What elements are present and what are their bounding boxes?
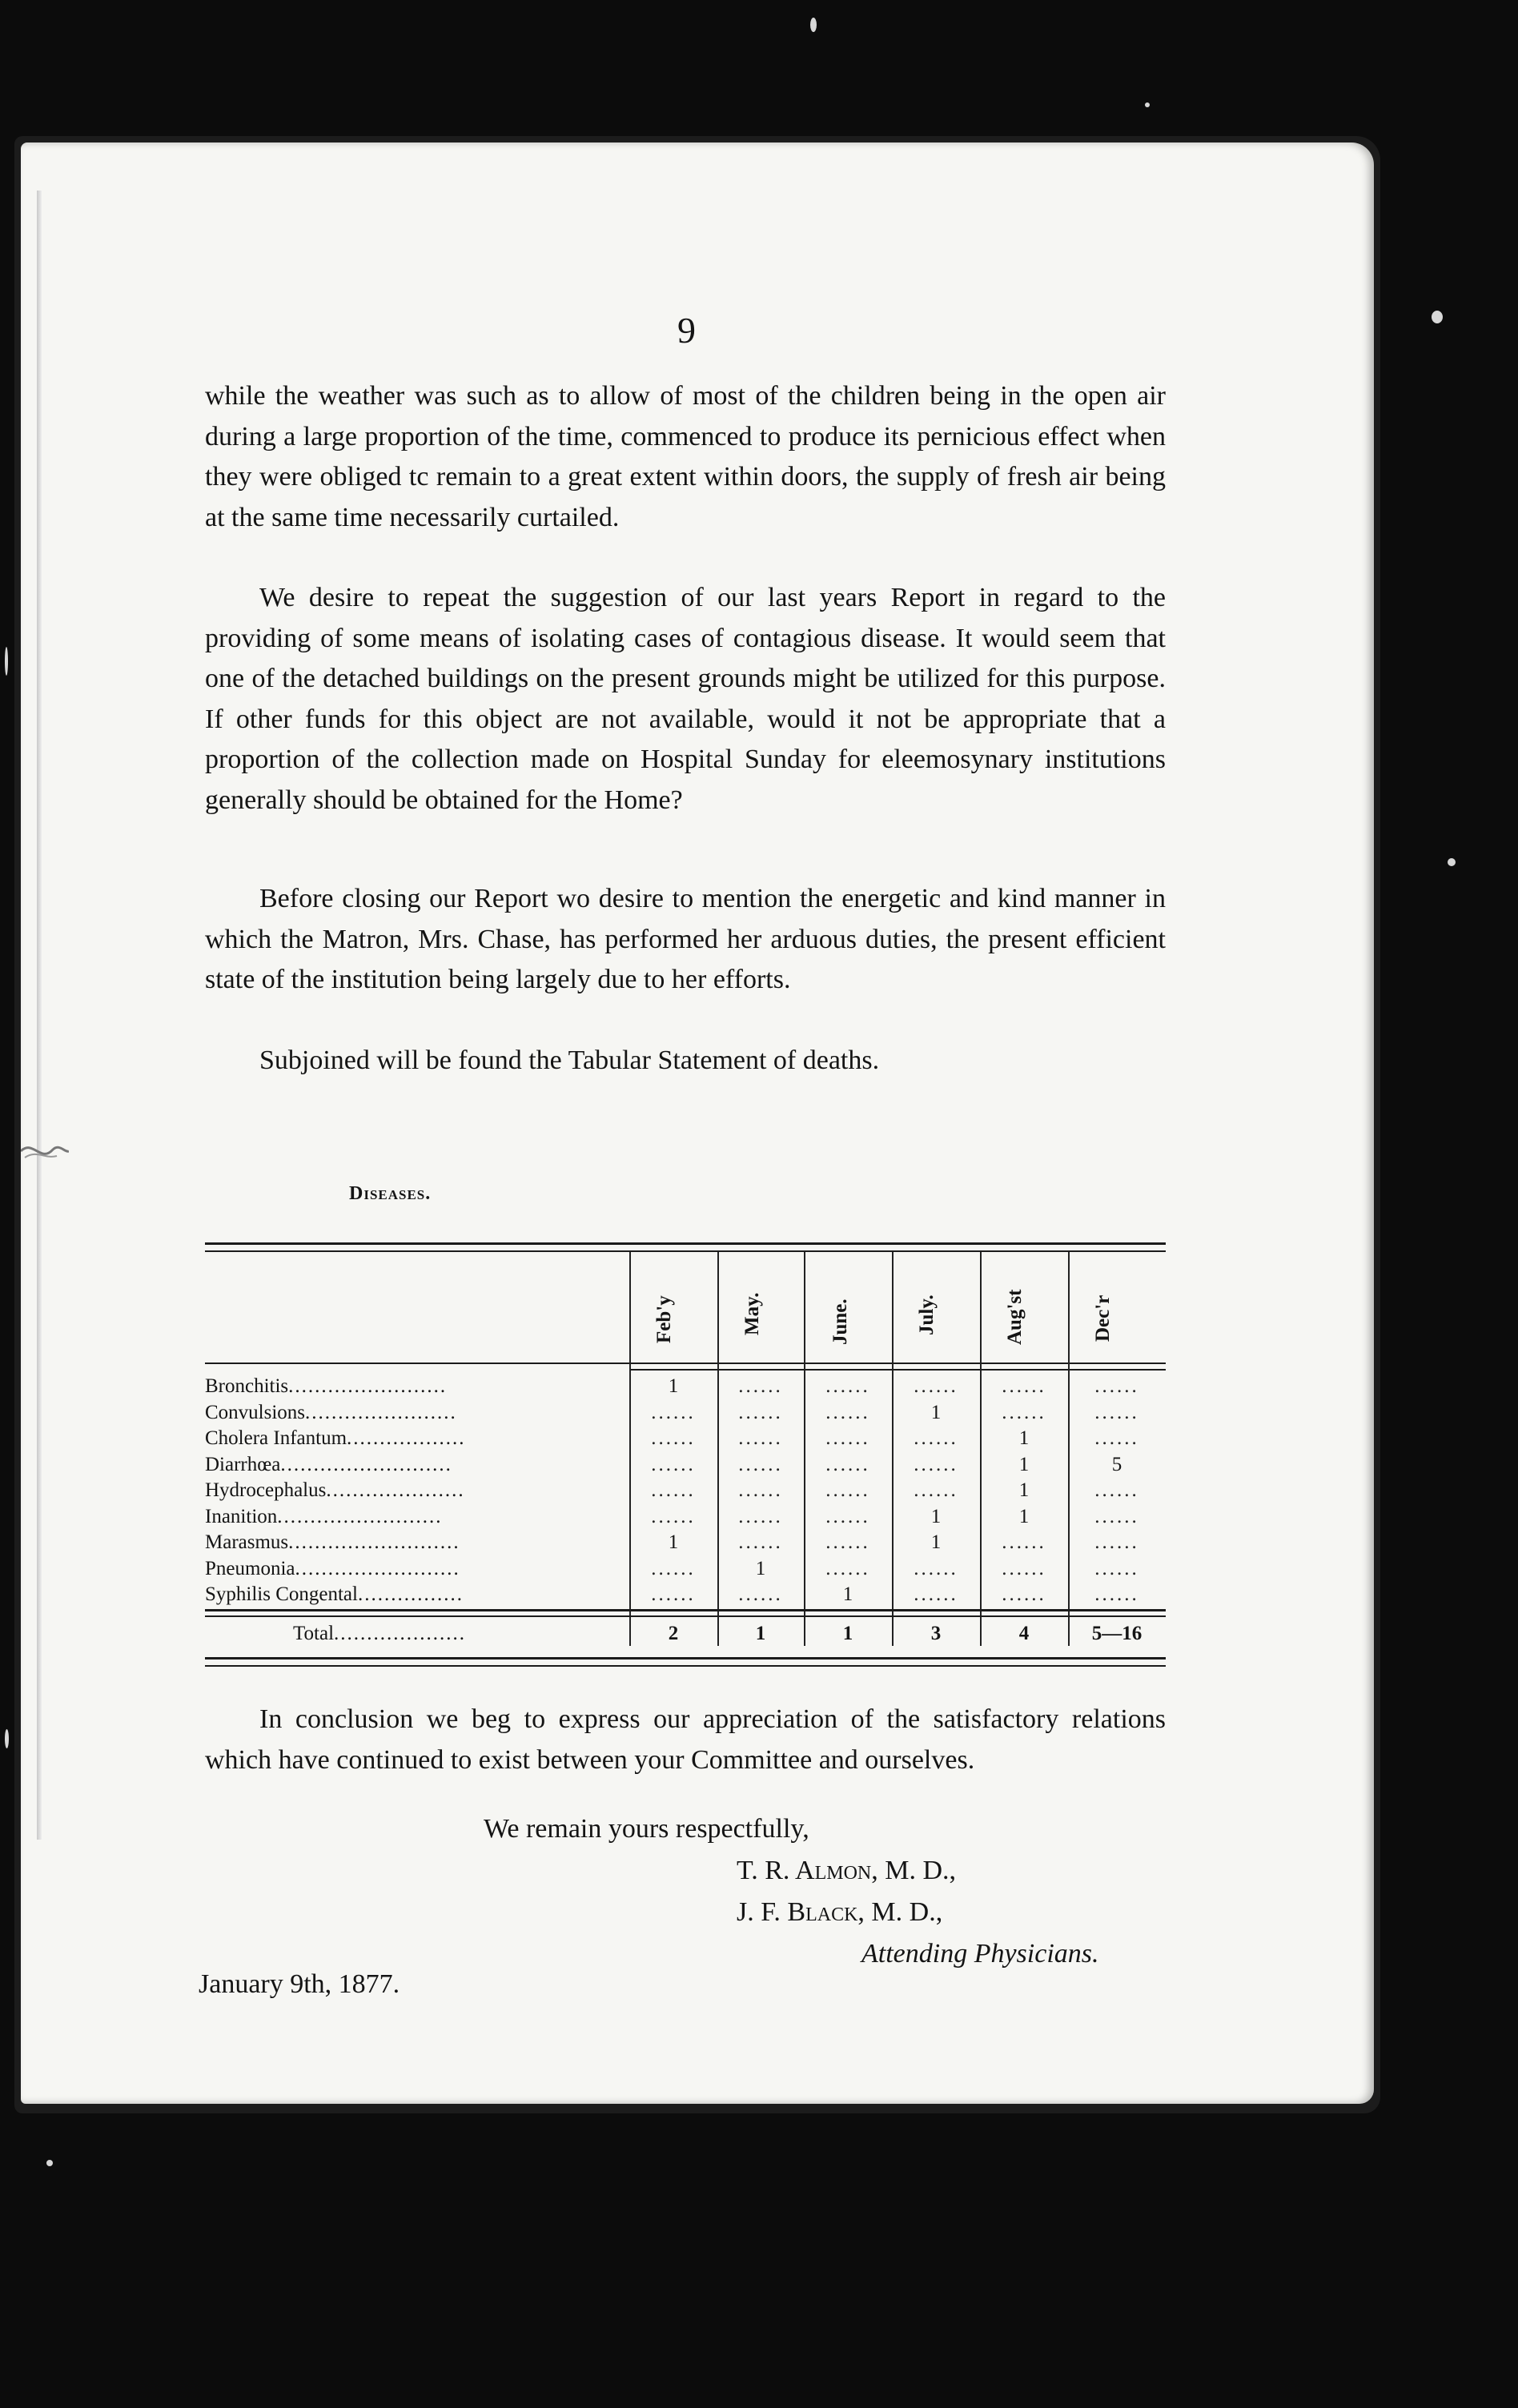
column-divider <box>717 1252 719 1646</box>
table-cell <box>896 1557 976 1580</box>
page-number: 9 <box>677 310 696 351</box>
total-label-leader: .................... <box>334 1623 467 1644</box>
paragraph-text: We desire to repeat the suggestion of our last years Report in regard to the providing of some means of isolating cases of contagious disease. It would seem that one of the detached buildings on the present grounds might be utilized for this purpose. If other funds for this object are not available, would it not be appropriate that a proportion of the collection made on Hospital Sunday for eleemosynary institutions generally should be obtained for the Home? <box>205 583 1166 815</box>
disease-name: Bronchitis <box>205 1375 289 1397</box>
disease-name: Convulsions <box>205 1401 306 1423</box>
paragraph-text: In conclusion we beg to express our appreciation of the satisfactory relations which have continued to exist between your Committee and ourselves. <box>205 1704 1166 1775</box>
empty-cell-dots: ...... <box>651 1557 696 1579</box>
month-header: Dec'r <box>1092 1294 1114 1342</box>
dot-leader: ......................... <box>295 1557 460 1579</box>
paragraph-4 <box>205 1041 1166 1082</box>
table-cell <box>633 1557 713 1580</box>
disease-name: Syphilis Congental <box>205 1583 358 1605</box>
table-cell <box>808 1557 888 1580</box>
empty-cell-dots: ...... <box>651 1583 696 1605</box>
scan-speck <box>5 1729 9 1748</box>
month-header: Feb'y <box>653 1295 675 1343</box>
table-cell: 1 <box>1018 1505 1030 1527</box>
column-divider <box>892 1252 894 1646</box>
empty-cell-dots: ...... <box>825 1479 870 1501</box>
empty-cell-dots: ...... <box>825 1427 870 1449</box>
total-cell: 1 <box>842 1623 853 1644</box>
empty-cell-dots: ...... <box>914 1427 958 1449</box>
body-bottom-rule-2 <box>205 1615 1166 1617</box>
table-bottom-rule <box>205 1657 1166 1660</box>
table-bottom-rule-2 <box>205 1665 1166 1667</box>
table-cell <box>808 1401 888 1424</box>
paragraph-text: Before closing our Report wo desire to mention the energetic and kind manner in which the Matron, Mrs. Chase, has performed her arduous duties, the present efficient state of the institution being largely due to her efforts. <box>205 884 1166 994</box>
disease-name: Pneumonia <box>205 1557 295 1579</box>
table-cell <box>808 1453 888 1476</box>
empty-cell-dots: ...... <box>738 1531 783 1553</box>
table-cell <box>721 1583 801 1606</box>
empty-cell-dots: ...... <box>1094 1557 1139 1579</box>
column-divider <box>1068 1252 1070 1646</box>
month-header: July. <box>916 1294 938 1335</box>
table-cell: 1 <box>842 1583 853 1605</box>
scan-speck <box>5 647 8 676</box>
paragraph-text: Subjoined will be found the Tabular Statement of deaths. <box>259 1045 880 1075</box>
table-row-label <box>205 1531 460 1554</box>
table-cell: 1 <box>668 1375 679 1397</box>
table-cell <box>1077 1427 1157 1450</box>
table-cell <box>633 1479 713 1502</box>
total-cell: 4 <box>1018 1623 1030 1644</box>
table-cell <box>896 1479 976 1502</box>
closing-paragraph <box>205 1700 1166 1780</box>
table-cell <box>721 1427 801 1450</box>
scan-speck <box>1448 858 1456 866</box>
table-cell <box>808 1505 888 1528</box>
table-cell: 1 <box>930 1401 942 1423</box>
total-label <box>293 1623 466 1645</box>
empty-cell-dots: ...... <box>825 1505 870 1527</box>
empty-cell-dots: ...... <box>825 1557 870 1579</box>
paragraph-text: while the weather was such as to allow of most of the children being in the open air during a large proportion of the time, commenced to produce its pernicious effect when they were obliged tc remain to a great extent within doors, the supply of fresh air being at the same time necessarily curtailed. <box>205 381 1166 532</box>
table-cell <box>721 1375 801 1398</box>
empty-cell-dots: ...... <box>914 1583 958 1605</box>
empty-cell-dots: ...... <box>1094 1505 1139 1527</box>
table-cell <box>984 1531 1064 1554</box>
table-cell <box>1077 1479 1157 1502</box>
dot-leader: .......................... <box>280 1453 452 1475</box>
table-row-label <box>205 1375 447 1398</box>
table-row-label <box>205 1427 466 1450</box>
table-cell <box>1077 1583 1157 1606</box>
table-row-label <box>205 1453 452 1476</box>
empty-cell-dots: ...... <box>914 1453 958 1475</box>
table-cell <box>721 1401 801 1424</box>
empty-cell-dots: ...... <box>1094 1583 1139 1605</box>
disease-name: Hydrocephalus <box>205 1479 327 1501</box>
empty-cell-dots: ...... <box>1094 1531 1139 1553</box>
table-cell <box>808 1531 888 1554</box>
empty-cell-dots: ...... <box>1002 1557 1046 1579</box>
total-cell: 5—16 <box>1091 1623 1143 1644</box>
empty-cell-dots: ...... <box>1094 1375 1139 1397</box>
page-binding <box>37 191 42 1840</box>
table-cell: 1 <box>755 1557 766 1579</box>
diseases-header: Diseases. <box>349 1183 432 1204</box>
table-cell <box>896 1453 976 1476</box>
letter-date: January 9th, 1877. <box>199 1969 400 1999</box>
table-cell: 1 <box>930 1531 942 1553</box>
scan-speck <box>1432 311 1443 323</box>
total-cell: 3 <box>930 1623 942 1644</box>
disease-name: Cholera Infantum <box>205 1427 347 1449</box>
empty-cell-dots: ...... <box>914 1557 958 1579</box>
empty-cell-dots: ...... <box>738 1453 783 1475</box>
table-row-label <box>205 1505 443 1528</box>
table-cell <box>896 1427 976 1450</box>
table-cell <box>1077 1505 1157 1528</box>
empty-cell-dots: ...... <box>738 1427 783 1449</box>
table-cell: 1 <box>1018 1479 1030 1501</box>
empty-cell-dots: ...... <box>738 1479 783 1501</box>
empty-cell-dots: ...... <box>738 1583 783 1605</box>
table-cell <box>721 1505 801 1528</box>
empty-cell-dots: ...... <box>914 1375 958 1397</box>
paragraph-1 <box>205 376 1166 538</box>
total-cell: 2 <box>668 1623 679 1644</box>
document-page <box>21 142 1374 2104</box>
table-cell <box>1077 1375 1157 1398</box>
empty-cell-dots: ...... <box>825 1375 870 1397</box>
table-cell <box>1077 1557 1157 1580</box>
table-cell: 1 <box>1018 1453 1030 1475</box>
signatory-almon: T. R. Almon, M. D., <box>737 1856 957 1885</box>
table-cell <box>984 1557 1064 1580</box>
column-divider <box>804 1252 805 1646</box>
table-cell <box>633 1505 713 1528</box>
paragraph-3 <box>205 879 1166 1001</box>
empty-cell-dots: ...... <box>738 1505 783 1527</box>
dot-leader: ....................... <box>305 1401 457 1423</box>
empty-cell-dots: ...... <box>651 1479 696 1501</box>
signatory-black: J. F. Black, M. D., <box>737 1897 943 1927</box>
column-divider <box>980 1252 982 1646</box>
table-row-label <box>205 1479 465 1502</box>
empty-cell-dots: ...... <box>1002 1375 1046 1397</box>
table-row-label <box>205 1557 460 1580</box>
column-divider <box>629 1252 631 1646</box>
table-cell <box>721 1453 801 1476</box>
table-cell <box>896 1375 976 1398</box>
body-bottom-rule <box>205 1609 1166 1611</box>
table-cell <box>984 1401 1064 1424</box>
empty-cell-dots: ...... <box>1002 1583 1046 1605</box>
table-cell: 5 <box>1111 1453 1122 1475</box>
table-cell: 1 <box>930 1505 942 1527</box>
dot-leader: .......................... <box>288 1531 460 1553</box>
dot-leader: ..................... <box>326 1479 465 1501</box>
month-header: Aug'st <box>1004 1289 1026 1345</box>
empty-cell-dots: ...... <box>825 1453 870 1475</box>
empty-cell-dots: ...... <box>651 1453 696 1475</box>
scan-speck <box>46 2160 53 2166</box>
table-cell <box>808 1375 888 1398</box>
empty-cell-dots: ...... <box>1002 1531 1046 1553</box>
dot-leader: ......................... <box>277 1505 443 1527</box>
table-top-rule-inner <box>205 1250 1166 1252</box>
header-bottom-rule-2 <box>629 1369 1166 1371</box>
table-cell <box>633 1427 713 1450</box>
table-cell <box>1077 1531 1157 1554</box>
table-cell <box>984 1583 1064 1606</box>
table-row-label <box>205 1583 464 1606</box>
empty-cell-dots: ...... <box>825 1531 870 1553</box>
deaths-table <box>205 1095 1166 1672</box>
table-cell <box>1077 1401 1157 1424</box>
empty-cell-dots: ...... <box>825 1401 870 1423</box>
disease-name: Inanition <box>205 1505 278 1527</box>
empty-cell-dots: ...... <box>651 1505 696 1527</box>
table-top-rule <box>205 1242 1166 1245</box>
dot-leader: ........................ <box>288 1375 448 1397</box>
table-cell: 1 <box>1018 1427 1030 1449</box>
disease-name: Marasmus <box>205 1531 289 1553</box>
empty-cell-dots: ...... <box>651 1427 696 1449</box>
signatory-role: Attending Physicians. <box>861 1939 1099 1969</box>
table-cell <box>808 1479 888 1502</box>
empty-cell-dots: ...... <box>1002 1401 1046 1423</box>
valediction: We remain yours respectfully, <box>484 1814 809 1844</box>
table-row-label <box>205 1401 457 1424</box>
header-bottom-rule <box>205 1363 1166 1364</box>
empty-cell-dots: ...... <box>1094 1401 1139 1423</box>
month-header: June. <box>829 1298 851 1345</box>
disease-name: Diarrhœa <box>205 1453 281 1475</box>
table-cell: 1 <box>668 1531 679 1553</box>
empty-cell-dots: ...... <box>738 1401 783 1423</box>
table-cell <box>808 1427 888 1450</box>
table-cell <box>633 1401 713 1424</box>
empty-cell-dots: ...... <box>914 1479 958 1501</box>
scan-speck <box>1145 102 1150 107</box>
dot-leader: .................. <box>347 1427 466 1449</box>
table-cell <box>896 1583 976 1606</box>
paragraph-2 <box>205 578 1166 821</box>
binding-thread-icon <box>21 1135 69 1167</box>
empty-cell-dots: ...... <box>738 1375 783 1397</box>
table-cell <box>984 1375 1064 1398</box>
empty-cell-dots: ...... <box>1094 1479 1139 1501</box>
dot-leader: ................ <box>357 1583 464 1605</box>
total-label-text: Total <box>293 1623 335 1644</box>
scan-speck <box>810 18 817 32</box>
table-cell <box>633 1453 713 1476</box>
month-header: May. <box>741 1292 763 1335</box>
table-cell <box>633 1583 713 1606</box>
empty-cell-dots: ...... <box>651 1401 696 1423</box>
empty-cell-dots: ...... <box>1094 1427 1139 1449</box>
table-cell <box>721 1531 801 1554</box>
total-cell: 1 <box>755 1623 766 1644</box>
table-cell <box>721 1479 801 1502</box>
